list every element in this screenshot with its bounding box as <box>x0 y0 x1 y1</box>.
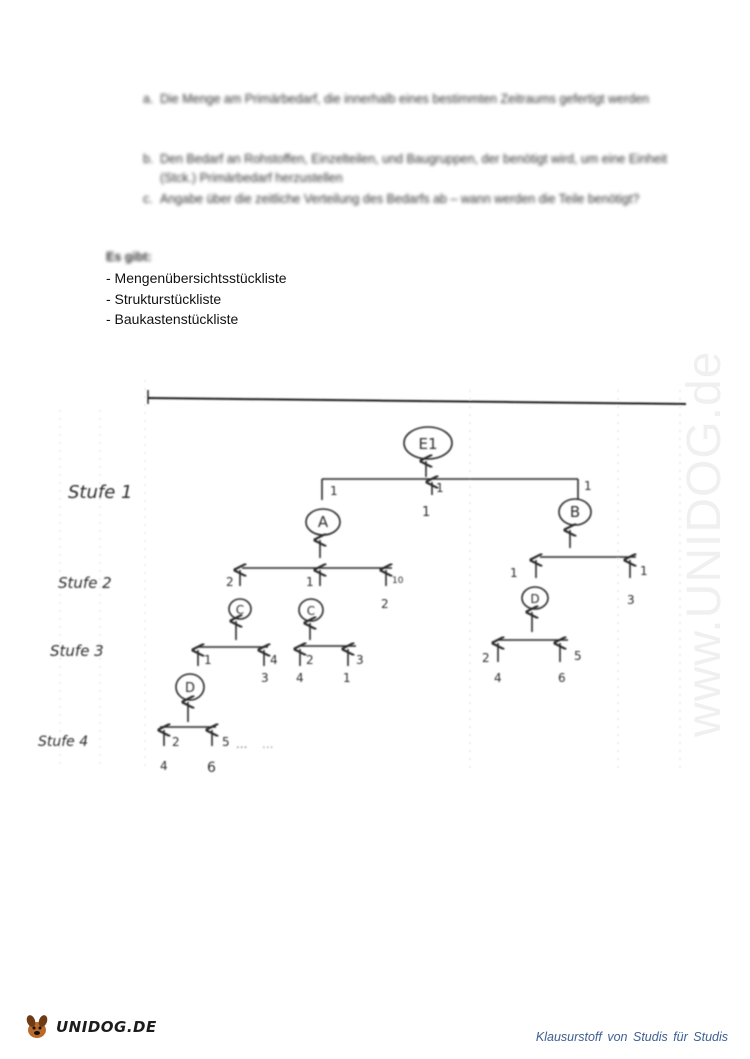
node-c1: C <box>235 603 245 617</box>
qty-label: 1 <box>343 671 351 685</box>
qty-label: 3 <box>627 593 635 607</box>
qty-label: 2 <box>381 597 389 611</box>
node-a: A <box>317 513 329 531</box>
list-item: - Baukastenstückliste <box>106 311 239 327</box>
stufe-3-label: Stufe 3 <box>50 642 104 660</box>
question-a <box>143 90 673 109</box>
qty-label: 1 <box>584 479 592 493</box>
watermark: www.UNIDOG.de <box>678 350 731 737</box>
qty-label: 1 <box>436 481 444 495</box>
question-c-label: c. <box>143 192 153 206</box>
qty-label: 4 <box>160 759 168 773</box>
structure-tree-diagram <box>0 370 750 790</box>
qty-label: 1 <box>640 564 648 578</box>
question-b-label: b. <box>143 152 154 166</box>
dog-mascot-icon <box>22 1012 52 1042</box>
qty-label: 4 <box>296 671 304 685</box>
stueckliste-list <box>106 268 287 330</box>
node-e1: E1 <box>418 435 438 453</box>
question-a-label: a. <box>143 92 154 106</box>
qty-label: 5 <box>222 735 230 749</box>
question-b-text: Den Bedarf an Rohstoffen, Einzelteilen, und Baugruppen, der benötigt wird, um eine Einheit (Stck.) Primärbedarf herzustellen <box>160 152 668 185</box>
qty-label: 3 <box>356 653 364 667</box>
qty-label: 4 <box>494 671 502 685</box>
qty-label: 4 <box>270 653 278 667</box>
qty-label: 6 <box>558 671 566 685</box>
list-item: - Strukturstückliste <box>106 290 222 307</box>
question-c <box>143 190 683 209</box>
qty-label: 1 <box>330 484 338 498</box>
footer-tagline: Klausurstoff von Studis für Studis <box>535 1030 728 1044</box>
node-d1: D <box>184 681 196 696</box>
qty-label: 1 <box>204 653 212 667</box>
logo-text: UNIDOG.DE <box>56 1018 157 1036</box>
question-b <box>143 150 673 188</box>
unidog-logo <box>22 1012 157 1042</box>
ellipsis-mark: ... <box>262 737 274 751</box>
qty-label: 2 <box>306 653 314 667</box>
node-d2: D <box>530 592 540 606</box>
qty-label: 6 <box>207 760 216 776</box>
stufe-4-label: Stufe 4 <box>38 734 89 750</box>
stufe-1-label: Stufe 1 <box>68 482 133 503</box>
qty-label: 2 <box>226 575 234 589</box>
question-c-text: Angabe über die zeitliche Verteilung des Bedarfs ab – wann werden die Teile benötigt? <box>160 192 640 206</box>
ellipsis-mark: ... <box>236 737 248 751</box>
stufe-2-label: Stufe 2 <box>58 574 112 592</box>
node-b: B <box>569 503 581 521</box>
qty-label: 3 <box>261 671 269 685</box>
question-a-text: Die Menge am Primärbedarf, die innerhalb eines bestimmten Zeitraums gefertigt werden <box>160 92 650 106</box>
list-item: - Mengenübersichtsstückliste <box>106 270 287 286</box>
qty-label: 1 <box>422 505 431 520</box>
node-c2: C <box>306 604 316 618</box>
qty-label: 1 <box>510 566 518 580</box>
qty-label: 2 <box>172 735 180 749</box>
qty-label: 10 <box>392 576 404 586</box>
es-gibt-heading: Es gibt: <box>106 250 152 264</box>
qty-label: 5 <box>574 649 582 663</box>
qty-label: 2 <box>482 651 490 665</box>
qty-label: 1 <box>306 575 314 589</box>
